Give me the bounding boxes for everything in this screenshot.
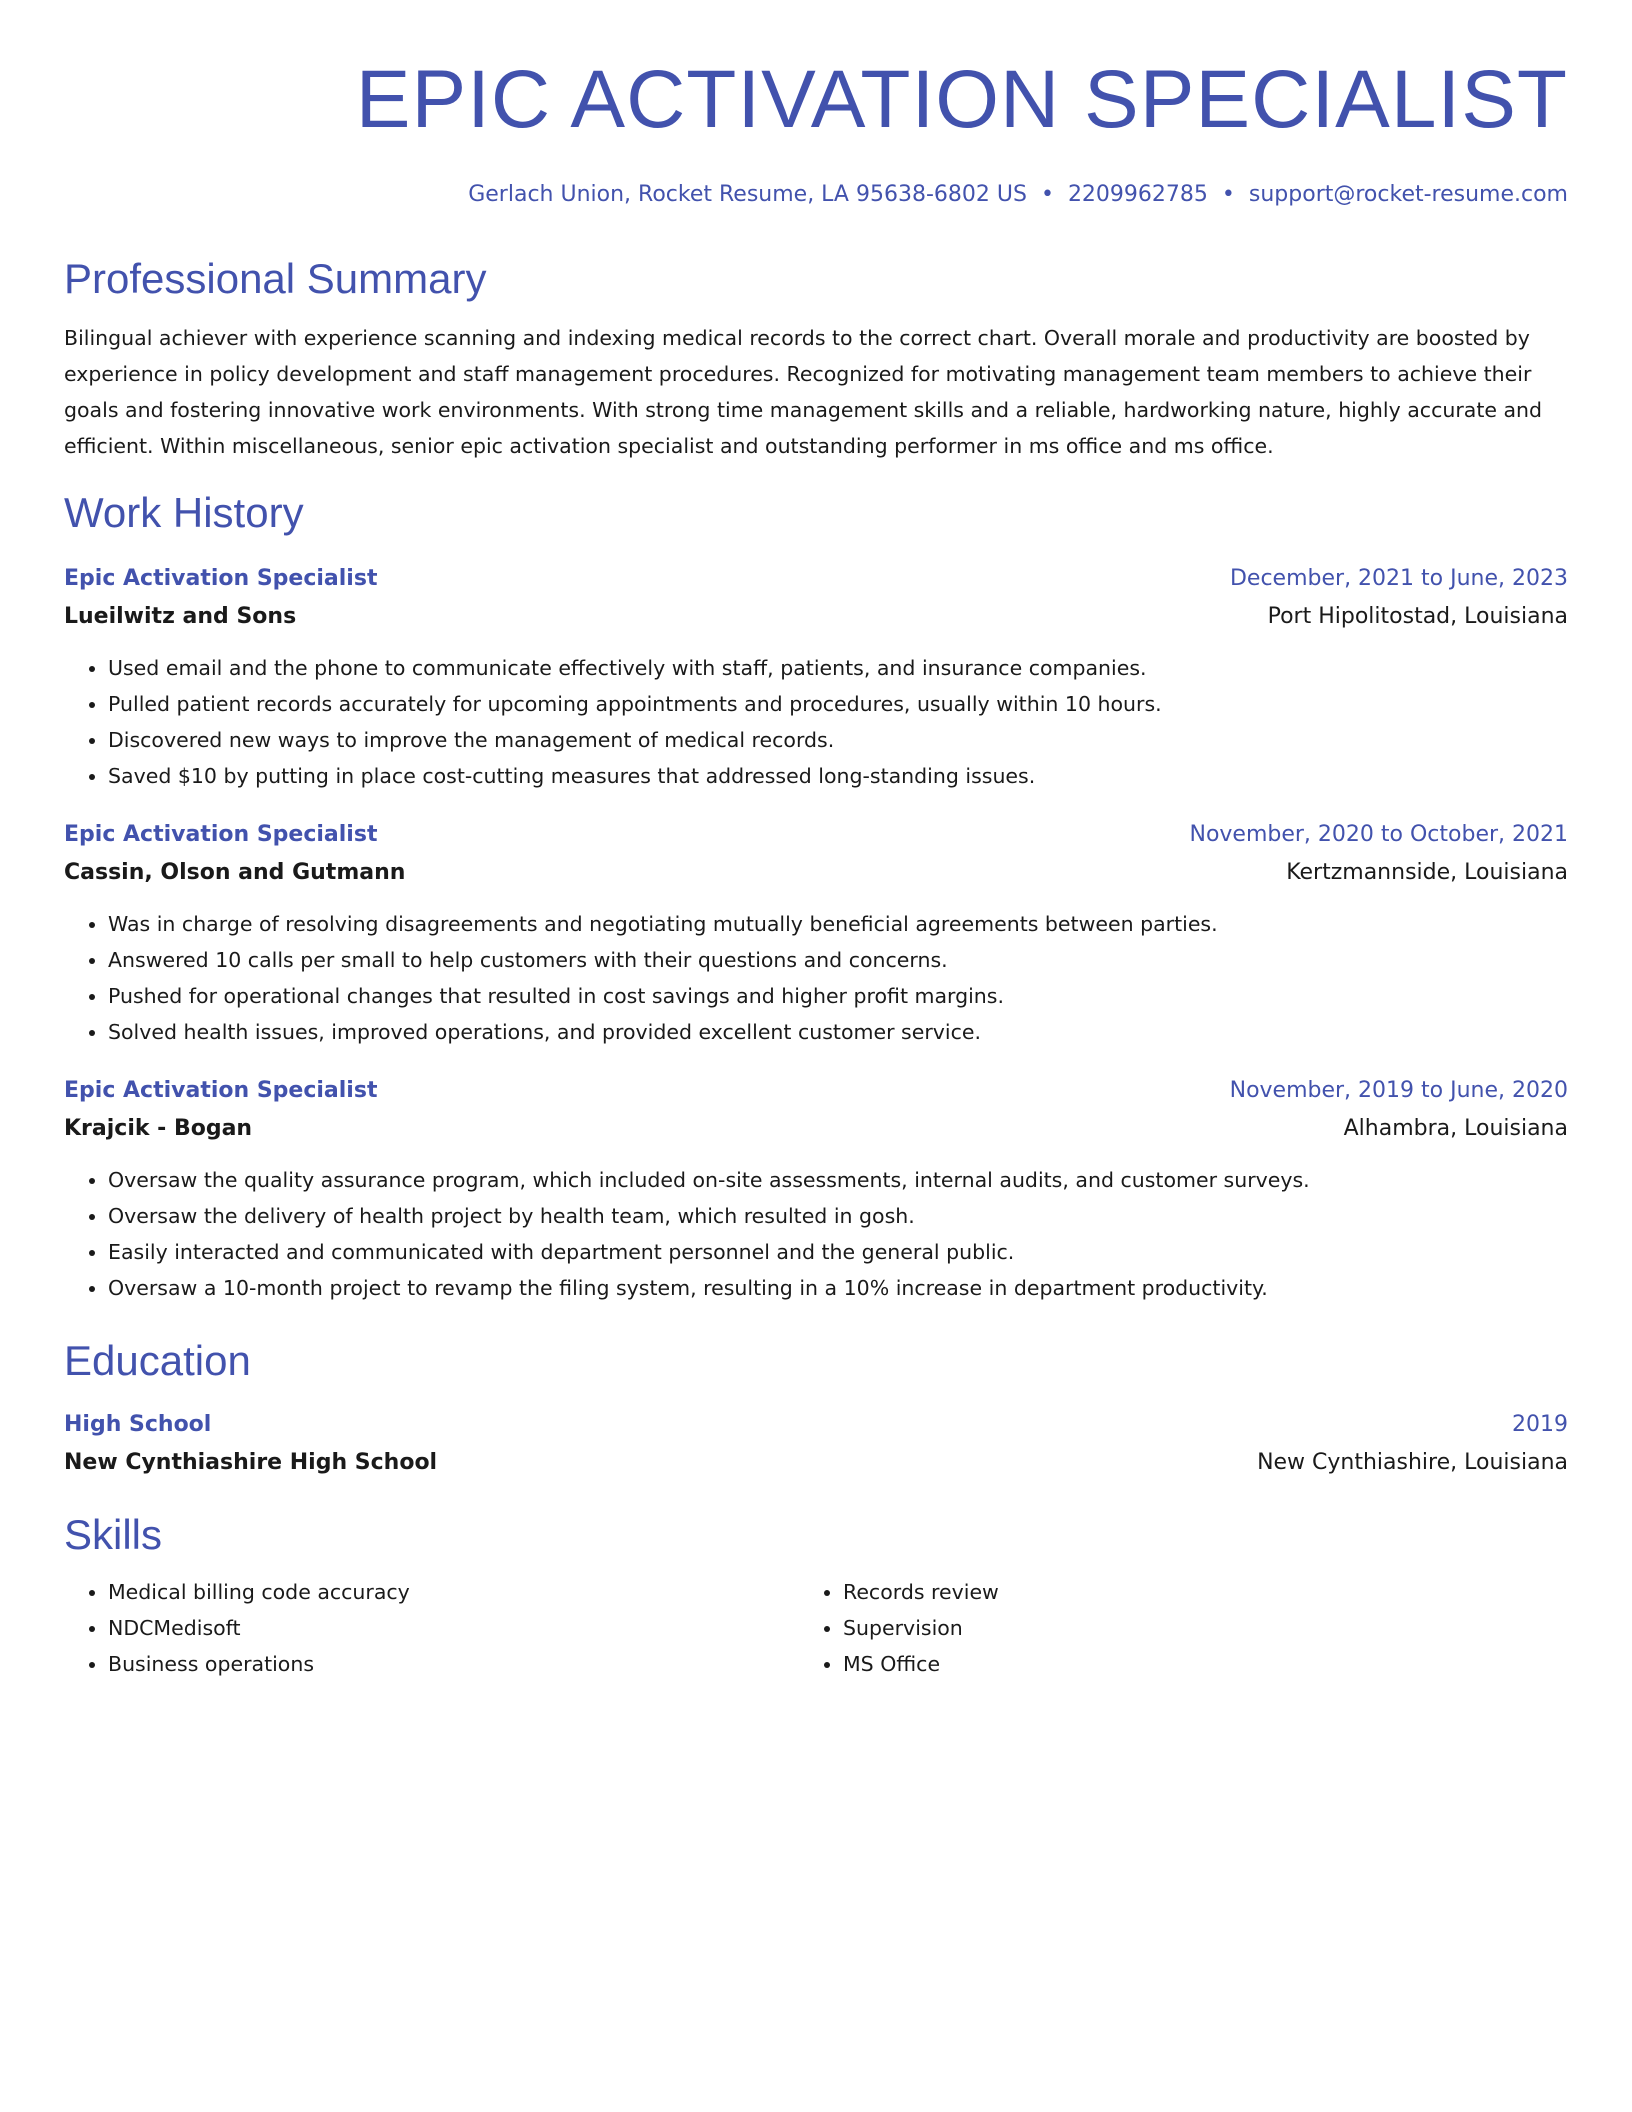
list-item: • Pulled patient records accurately for upcoming appointments and procedures, usually within 10 hours. (108, 686, 1568, 722)
list-item: • Answered 10 calls per small to help customers with their questions and concerns. (108, 942, 1568, 978)
candidate-title: EPIC ACTIVATION SPECIALIST (355, 54, 1568, 145)
list-item: • Oversaw the quality assurance program, which included on-site assessments, internal audits, and customer surveys. (108, 1162, 1568, 1198)
education-school: New Cynthiashire High School (64, 1450, 438, 1475)
list-item: • Pushed for operational changes that resulted in cost savings and higher profit margins. (108, 978, 1568, 1014)
job-entry (64, 1072, 1568, 1306)
skill-item: • Business operations (108, 1646, 799, 1682)
job-role: Epic Activation Specialist (64, 822, 378, 847)
job-company: Krajcik - Bogan (64, 1116, 253, 1141)
job-location: Port Hipolitostad, Louisiana (1267, 604, 1568, 629)
education-entry (64, 1406, 1568, 1482)
job-location: Kertzmannside, Louisiana (1286, 860, 1568, 885)
job-location: Alhambra, Louisiana (1343, 1116, 1568, 1141)
job-bullets (64, 1162, 1568, 1306)
education-degree: High School (64, 1412, 212, 1437)
education-year: 2019 (1512, 1412, 1568, 1437)
contact-address: Gerlach Union, Rocket Resume, LA 95638-6802 US (468, 182, 1027, 207)
job-company: Cassin, Olson and Gutmann (64, 860, 406, 885)
section-title-work-history: Work History (64, 489, 304, 536)
job-role: Epic Activation Specialist (64, 1078, 378, 1103)
skills-column-left (64, 1574, 799, 1682)
job-role: Epic Activation Specialist (64, 566, 378, 591)
job-dates: November, 2020 to October, 2021 (1189, 822, 1568, 847)
contact-separator: • (1040, 182, 1054, 207)
list-item: • Saved $10 by putting in place cost-cutting measures that addressed long-standing issues. (108, 758, 1568, 794)
job-entry (64, 560, 1568, 794)
skills-column-right (799, 1574, 1534, 1682)
list-item: • Oversaw the delivery of health project by health team, which resulted in gosh. (108, 1198, 1568, 1234)
job-entry (64, 816, 1568, 1050)
job-dates: November, 2019 to June, 2020 (1229, 1078, 1568, 1103)
skill-item: • MS Office (843, 1646, 1534, 1682)
skill-item: • Records review (843, 1574, 1534, 1610)
resume-header (64, 50, 1568, 210)
skill-item: • Supervision (843, 1610, 1534, 1646)
list-item: • Oversaw a 10-month project to revamp the filing system, resulting in a 10% increase in department productivity. (108, 1270, 1568, 1306)
list-item: • Easily interacted and communicated with department personnel and the general public. (108, 1234, 1568, 1270)
skill-item: • NDCMedisoft (108, 1610, 799, 1646)
skill-item: • Medical billing code accuracy (108, 1574, 799, 1610)
contact-email[interactable]: support@rocket-resume.com (1248, 182, 1568, 207)
section-title-skills: Skills (64, 1511, 163, 1558)
list-item: • Discovered new ways to improve the management of medical records. (108, 722, 1568, 758)
job-bullets (64, 906, 1568, 1050)
education-location: New Cynthiashire, Louisiana (1257, 1450, 1568, 1475)
list-item: • Solved health issues, improved operations, and provided excellent customer service. (108, 1014, 1568, 1050)
section-title-summary: Professional Summary (64, 255, 487, 302)
job-dates: December, 2021 to June, 2023 (1229, 566, 1568, 591)
summary-paragraph: Bilingual achiever with experience scanning and indexing medical records to the correct chart. Overall morale and productivity are boosted by experience in policy development and staff management procedures. Recognized for motivating management team members to achieve their goals and fostering innovative work environments. With strong time management skills and a reliable, hardworking nature, highly accurate and efficient. Within miscellaneous, senior epic activation specialist and outstanding performer in ms office and ms office. (64, 326, 1543, 458)
list-item: • Used email and the phone to communicate effectively with staff, patients, and insurance companies. (108, 650, 1568, 686)
section-title-education: Education (64, 1337, 251, 1384)
contact-separator: • (1221, 182, 1235, 207)
skills-grid (64, 1574, 1568, 1682)
contact-phone: 2209962785 (1067, 182, 1208, 207)
job-company: Lueilwitz and Sons (64, 604, 297, 629)
list-item: • Was in charge of resolving disagreements and negotiating mutually beneficial agreements between parties. (108, 906, 1568, 942)
job-bullets (64, 650, 1568, 794)
contact-line (64, 150, 1568, 210)
